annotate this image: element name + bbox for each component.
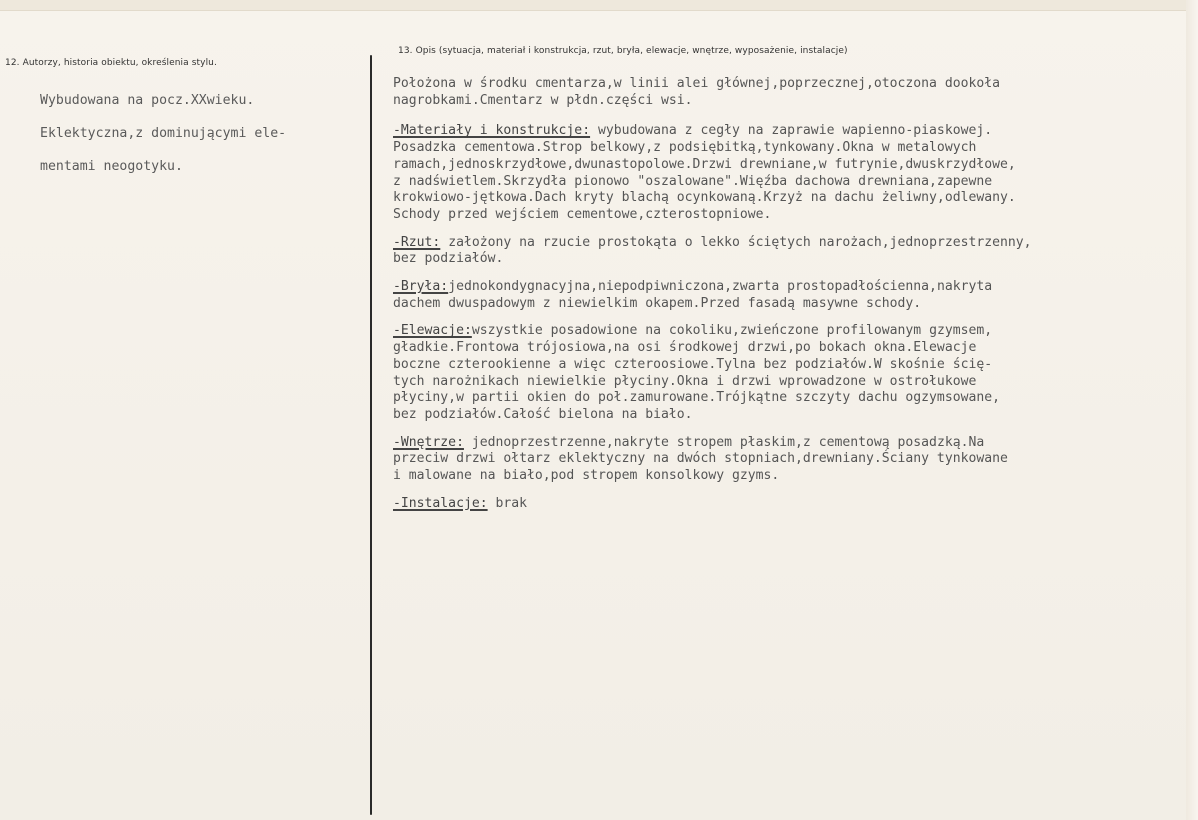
interior-first-line [393,435,1193,452]
section-12-heading: 12. Autorzy, historia obiektu, określenia stylu. [5,58,217,68]
plan-first-line [393,235,1193,252]
elevations-line: płyciny,w partii okien do poł.zamurowane.Trójkątne szczyty dachu ogzymsowane, [393,390,1000,406]
massing-line: dachem dwuspadowym z niewielkim okapem.Przed fasadą masywne schody. [393,295,922,311]
interior-paragraph [393,435,1193,485]
column-divider [370,55,372,815]
elevations-text: wszystkie posadowione na cokoliku,zwieńczone profilowanym gzymsem, [471,323,993,339]
interior-text: jednoprzestrzenne,nakryte stropem płaskim,z cementową posadzką.Na [463,434,985,450]
installations-label: -Instalacje: [393,495,488,511]
materials-first-line [393,123,1193,140]
materials-line: Posadzka cementowa.Strop belkowy,z podsiębitką,tynkowany.Okna w metalowych [393,140,977,156]
intro-paragraph [393,76,1193,109]
materials-line: z nadświetlem.Skrzydła pionowo "oszalowane".Więźba dachowa drewniana,zapewne [393,173,993,189]
interior-label: -Wnętrze: [393,434,464,450]
massing-paragraph [393,279,1193,312]
materials-line: Schody przed wejściem cementowe,czterostopniowe. [393,206,772,222]
installations-first-line [393,496,1193,513]
elevations-label: -Elewacje: [393,323,472,339]
installations-paragraph [393,496,1193,513]
interior-line: przeciw drzwi ołtarz eklektyczny na dwóch stopniach,drewniany.Ściany tynkowane [393,451,1008,467]
materials-text: wybudowana z cegły na zaprawie wapienno-piaskowej. [590,123,993,139]
massing-label: -Bryła: [393,279,449,295]
installations-text: brak [487,495,528,511]
materials-label: -Materiały i konstrukcje: [393,123,591,139]
description-text [393,76,1193,523]
history-text [40,76,360,192]
intro-line: nagrobkami.Cmentarz w płdn.części wsi. [393,92,693,108]
materials-line: krokwiowo-jętkowa.Dach kryty blachą ocynkowaną.Krzyż na dachu żeliwny,odlewany. [393,190,1016,206]
elevations-paragraph [393,323,1193,423]
elevations-line: boczne czterookienne a więc czteroosiowe.Tylna bez podziałów.W skośnie ścię- [393,356,993,372]
plan-paragraph [393,235,1193,268]
elevations-line: gładkie.Frontowa trójosiowa,na osi środkowej drzwi,po bokach okna.Elewacje [393,340,977,356]
page-top-edge [0,0,1198,11]
intro-line: Położona w środku cmentarza,w linii alei głównej,poprzecznej,otoczona dookoła [393,76,1000,91]
history-line: mentami neogotyku. [40,158,183,174]
massing-text: jednokondygnacyjna,niepodpiwniczona,zwarta prostopadłościenna,nakryta [448,279,993,295]
history-line: Eklektyczna,z dominującymi ele- [40,125,287,141]
massing-first-line [393,279,1193,296]
elevations-first-line [393,323,1193,340]
plan-line: bez podziałów. [393,251,504,267]
materials-paragraph [393,123,1193,223]
interior-line: i malowane na biało,pod stropem konsolkowy gzyms. [393,468,780,484]
plan-text: założony na rzucie prostokąta o lekko ściętych narożach,jednoprzestrzenny, [440,234,1032,250]
elevations-line: bez podziałów.Całość bielona na biało. [393,406,693,422]
history-line: Wybudowana na pocz.XXwieku. [40,92,255,108]
section-13-heading: 13. Opis (sytuacja, materiał i konstrukcja, rzut, bryła, elewacje, wnętrze, wyposażenie, instalacje) [398,46,848,56]
materials-line: ramach,jednoskrzydłowe,dwunastopolowe.Drzwi drewniane,w futrynie,dwuskrzydłowe, [393,156,1016,172]
elevations-line: tych narożnikach niewielkie płyciny.Okna i drzwi wprowadzone w ostrołukowe [393,373,977,389]
plan-label: -Rzut: [393,234,441,250]
